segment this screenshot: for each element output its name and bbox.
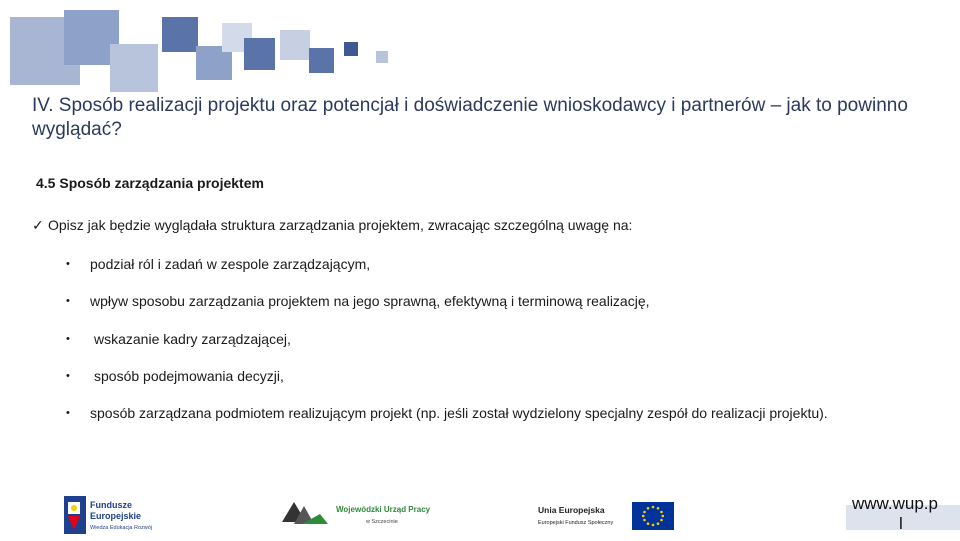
list-item-text: podział ról i zadań w zespole zarządzającym,	[90, 256, 371, 272]
fe-line1: Fundusze	[90, 500, 132, 510]
list-item-text: sposób zarządzana podmiotem realizującym projekt (np. jeśli został wydzielony specjalny zespół do realizacji projektu).	[90, 405, 828, 421]
fe-emblem-icon	[62, 494, 182, 536]
bullet-icon: •	[66, 370, 70, 382]
list-item	[66, 246, 911, 283]
page-title: IV. Sposób realizacji projektu oraz potencjał i doświadczenie wnioskodawcy i partnerów – jak to powinno wyglądać?	[32, 95, 908, 140]
fundusze-europejskie-logo	[62, 494, 182, 536]
bullet-icon: •	[66, 258, 70, 270]
list-item	[66, 283, 911, 320]
list-item-text: sposób podejmowania decyzji,	[94, 368, 284, 384]
unia-europejska-logo	[536, 498, 676, 532]
website-url-continuation[interactable]: l	[899, 514, 903, 533]
bullet-icon: •	[66, 295, 70, 307]
ue-line1: Unia Europejska	[538, 505, 605, 515]
intro-label: Opisz jak będzie wyglądała struktura zarządzania projektem, zwracając szczególną uwagę na:	[48, 217, 633, 233]
eu-flag-icon	[536, 498, 676, 532]
ue-line2: Europejski Fundusz Społeczny	[538, 520, 614, 526]
wup-line2: w Szczecinie	[366, 519, 398, 525]
bullet-icon: •	[66, 333, 70, 345]
wup-logo	[280, 498, 430, 530]
list-item	[66, 358, 911, 395]
list-item-text: wpływ sposobu zarządzania projektem na jego sprawną, efektywną i terminową realizację,	[90, 293, 650, 309]
list-item-text: wskazanie kadry zarządzającej,	[94, 331, 291, 347]
intro-text	[32, 217, 632, 234]
section-subtitle: 4.5 Sposób zarządzania projektem	[36, 175, 264, 191]
bullet-icon: •	[66, 407, 70, 419]
wup-line1: Wojewódzki Urząd Pracy	[336, 505, 430, 514]
fe-line3: Wiedza Edukacja Rozwój	[90, 525, 153, 531]
fe-line2: Europejskie	[90, 511, 142, 521]
website-url[interactable]: www.wup.p	[852, 494, 938, 513]
list-item	[66, 395, 911, 432]
checkmark-icon: ✓	[32, 217, 44, 233]
wup-emblem-icon	[280, 498, 430, 530]
list-item	[66, 321, 911, 358]
